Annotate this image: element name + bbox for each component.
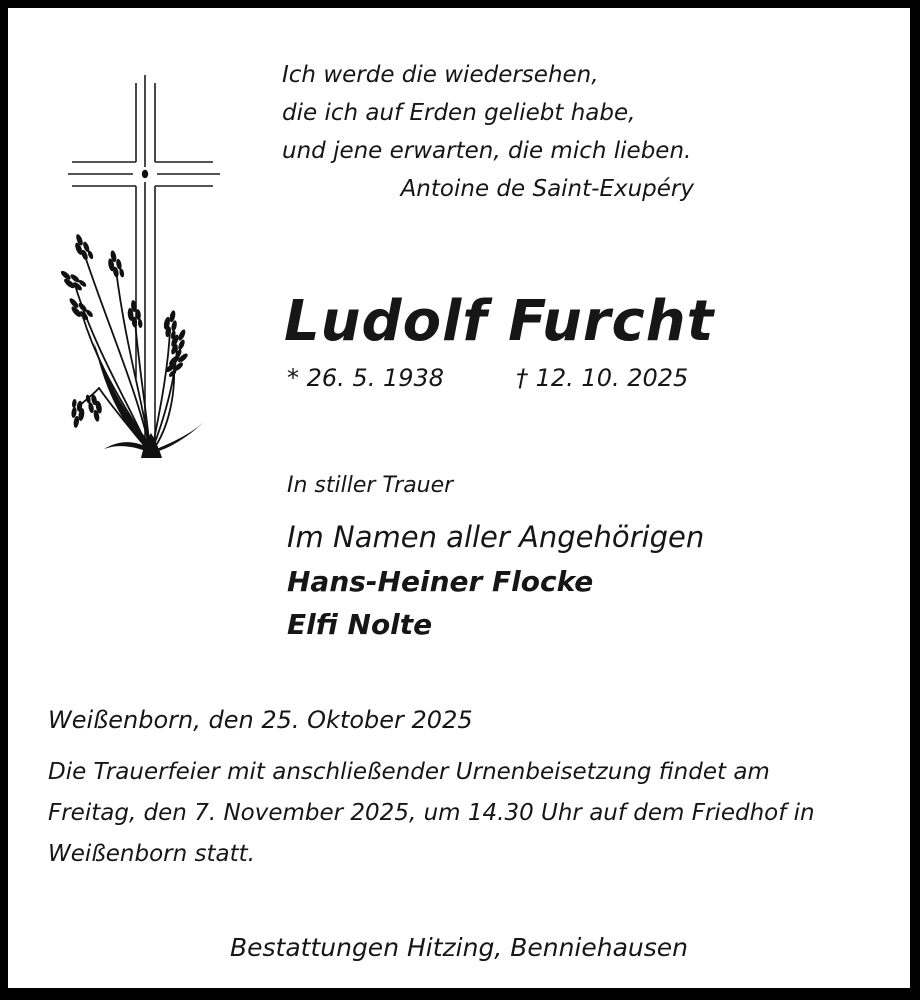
quote-line: Ich werde die wiedersehen, <box>282 62 599 88</box>
mourning-on-behalf: Im Namen aller Angehörigen <box>287 520 705 554</box>
deceased-name: Ludolf Furcht <box>284 289 715 354</box>
undertaker-line: Bestattungen Hitzing, Benniehausen <box>229 933 689 962</box>
funeral-line: Weißenborn statt. <box>48 841 255 867</box>
quote-attribution: Antoine de Saint-Exupéry <box>400 176 694 202</box>
cross-with-grass-icon <box>30 48 270 478</box>
funeral-line: Die Trauerfeier mit anschließender Urnenbeisetzung findet am <box>48 759 770 785</box>
memorial-quote <box>282 56 694 208</box>
mourner-name: Hans-Heiner Flocke <box>287 565 594 598</box>
mourning-intro: In stiller Trauer <box>287 473 454 498</box>
birth-date: * 26. 5. 1938 <box>287 364 445 392</box>
mourner-name: Elfi Nolte <box>287 608 433 641</box>
quote-line: die ich auf Erden geliebt habe, <box>282 100 636 126</box>
funeral-line: Freitag, den 7. November 2025, um 14.30 Uhr auf dem Friedhof in <box>48 800 815 826</box>
funeral-announcement <box>48 752 838 875</box>
quote-line: und jene erwarten, die mich lieben. <box>282 138 692 164</box>
death-date: † 12. 10. 2025 <box>516 364 689 392</box>
place-date-line: Weißenborn, den 25. Oktober 2025 <box>48 706 473 734</box>
